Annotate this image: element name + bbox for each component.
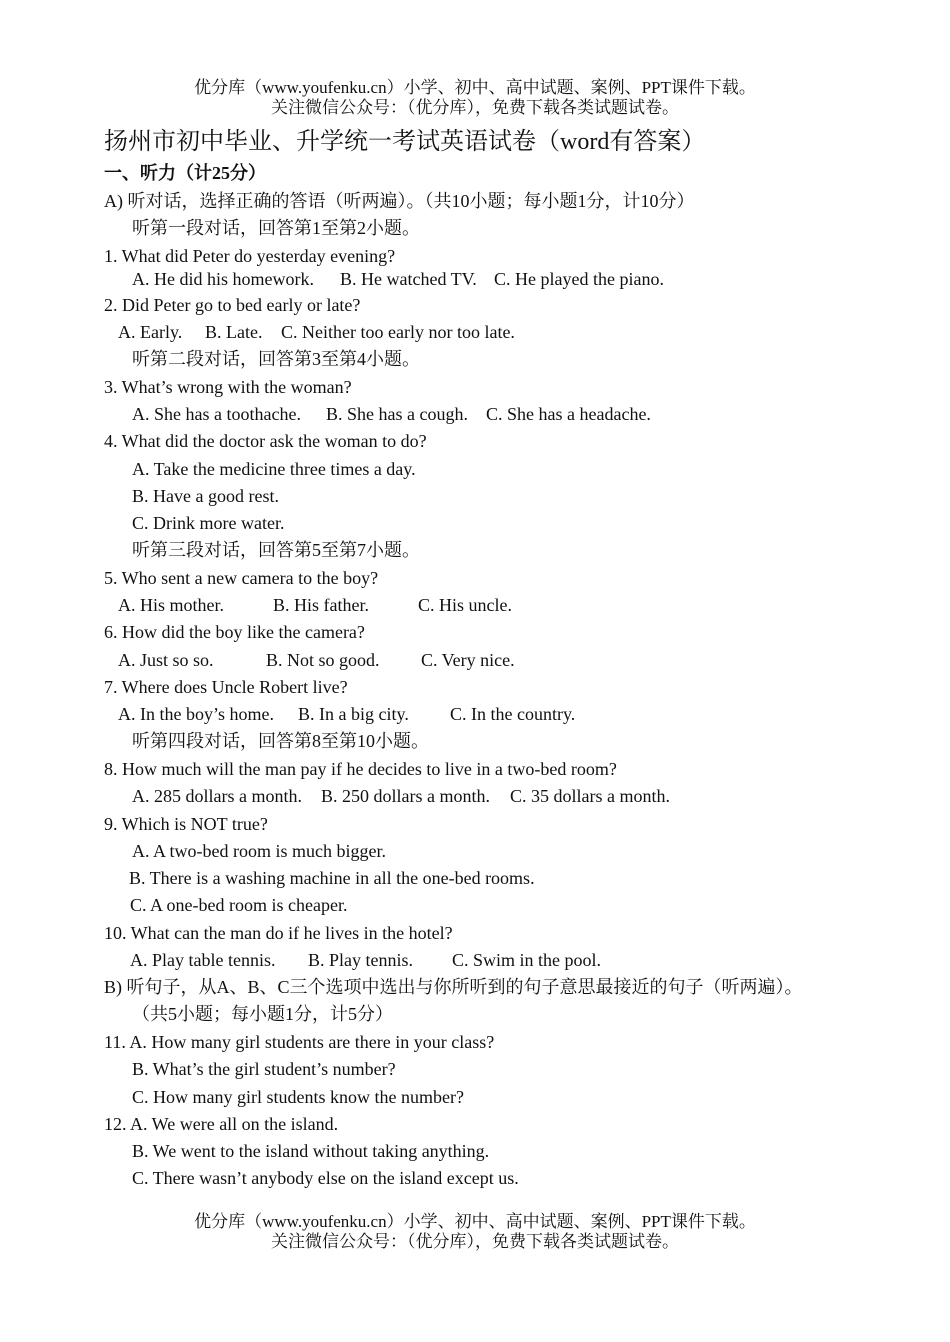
question-10-option-a: A. Play table tennis. [130,950,276,970]
question-1-option-a: A. He did his homework. [132,269,314,289]
question-2-option-c: C. Neither too early nor too late. [281,322,515,342]
question-11-option-c: C. How many girl students know the number? [132,1087,464,1107]
question-8-stem: 8. How much will the man pay if he decides to live in a two-bed room? [104,759,617,779]
question-9-option-b: B. There is a washing machine in all the one-bed rooms. [129,868,535,888]
question-4-stem: 4. What did the doctor ask the woman to do? [104,431,427,451]
question-6-stem: 6. How did the boy like the camera? [104,622,365,642]
question-9-stem: 9. Which is NOT true? [104,814,268,834]
part-b-scoring: （共5小题；每小题1分，计5分） [132,1004,393,1024]
question-7-option-a: A. In the boy’s home. [118,704,274,724]
dialog-1-instruction: 听第一段对话，回答第1至第2小题。 [132,218,420,238]
question-5-option-a: A. His mother. [118,595,224,615]
header-watermark-line1: 优分库（www.youfenku.cn）小学、初中、高中试题、案例、PPT课件下载。 [194,78,756,97]
question-7-stem: 7. Where does Uncle Robert live? [104,677,348,697]
question-4-option-a: A. Take the medicine three times a day. [132,459,416,479]
part-a-instruction: A) 听对话，选择正确的答语（听两遍）。（共10小题；每小题1分，计10分） [104,191,695,211]
header-watermark-line2: 关注微信公众号：（优分库），免费下载各类试题试卷。 [271,98,679,117]
dialog-3-instruction: 听第三段对话，回答第5至第7小题。 [132,540,420,560]
question-3-option-c: C. She has a headache. [486,404,651,424]
question-7-option-c: C. In the country. [450,704,576,724]
question-11-option-b: B. What’s the girl student’s number? [132,1059,396,1079]
question-4-option-c: C. Drink more water. [132,513,285,533]
question-6-option-c: C. Very nice. [421,650,515,670]
question-2-stem: 2. Did Peter go to bed early or late? [104,295,361,315]
question-1-stem: 1. What did Peter do yesterday evening? [104,246,396,266]
question-3-option-a: A. She has a toothache. [132,404,301,424]
question-10-stem: 10. What can the man do if he lives in the hotel? [104,923,453,943]
question-8-option-c: C. 35 dollars a month. [510,786,670,806]
dialog-2-instruction: 听第二段对话，回答第3至第4小题。 [132,349,420,369]
question-9-option-c: C. A one-bed room is cheaper. [130,895,348,915]
question-5-option-c: C. His uncle. [418,595,512,615]
question-12-option-a: 12. A. We were all on the island. [104,1114,339,1134]
question-3-stem: 3. What’s wrong with the woman? [104,377,352,397]
footer-watermark-line1: 优分库（www.youfenku.cn）小学、初中、高中试题、案例、PPT课件下载。 [194,1212,756,1231]
question-10-option-c: C. Swim in the pool. [452,950,602,970]
question-6-option-a: A. Just so so. [118,650,214,670]
question-2-option-a: A. Early. [118,322,183,342]
question-3-option-b: B. She has a cough. [326,404,468,424]
question-12-option-c: C. There wasn’t anybody else on the island except us. [132,1168,519,1188]
question-5-option-b: B. His father. [273,595,369,615]
section-heading-listening: 一、听力（计25分） [104,163,266,183]
question-1-option-b: B. He watched TV. [340,269,477,289]
question-6-option-b: B. Not so good. [266,650,380,670]
question-4-option-b: B. Have a good rest. [132,486,279,506]
page-title: 扬州市初中毕业、升学统一考试英语试卷（word有答案） [104,129,706,155]
question-10-option-b: B. Play tennis. [308,950,414,970]
question-5-stem: 5. Who sent a new camera to the boy? [104,568,379,588]
part-b-instruction: B) 听句子，从A、B、C三个选项中选出与你所听到的句子意思最接近的句子（听两遍）。 [104,977,803,997]
question-8-option-b: B. 250 dollars a month. [321,786,490,806]
question-1-option-c: C. He played the piano. [494,269,664,289]
dialog-4-instruction: 听第四段对话，回答第8至第10小题。 [132,731,429,751]
question-8-option-a: A. 285 dollars a month. [132,786,302,806]
question-11-option-a: 11. A. How many girl students are there in your class? [104,1032,495,1052]
question-2-option-b: B. Late. [205,322,263,342]
question-12-option-b: B. We went to the island without taking anything. [132,1141,490,1161]
footer-watermark-line2: 关注微信公众号：（优分库），免费下载各类试题试卷。 [271,1232,679,1251]
question-7-option-b: B. In a big city. [298,704,409,724]
question-9-option-a: A. A two-bed room is much bigger. [132,841,386,861]
